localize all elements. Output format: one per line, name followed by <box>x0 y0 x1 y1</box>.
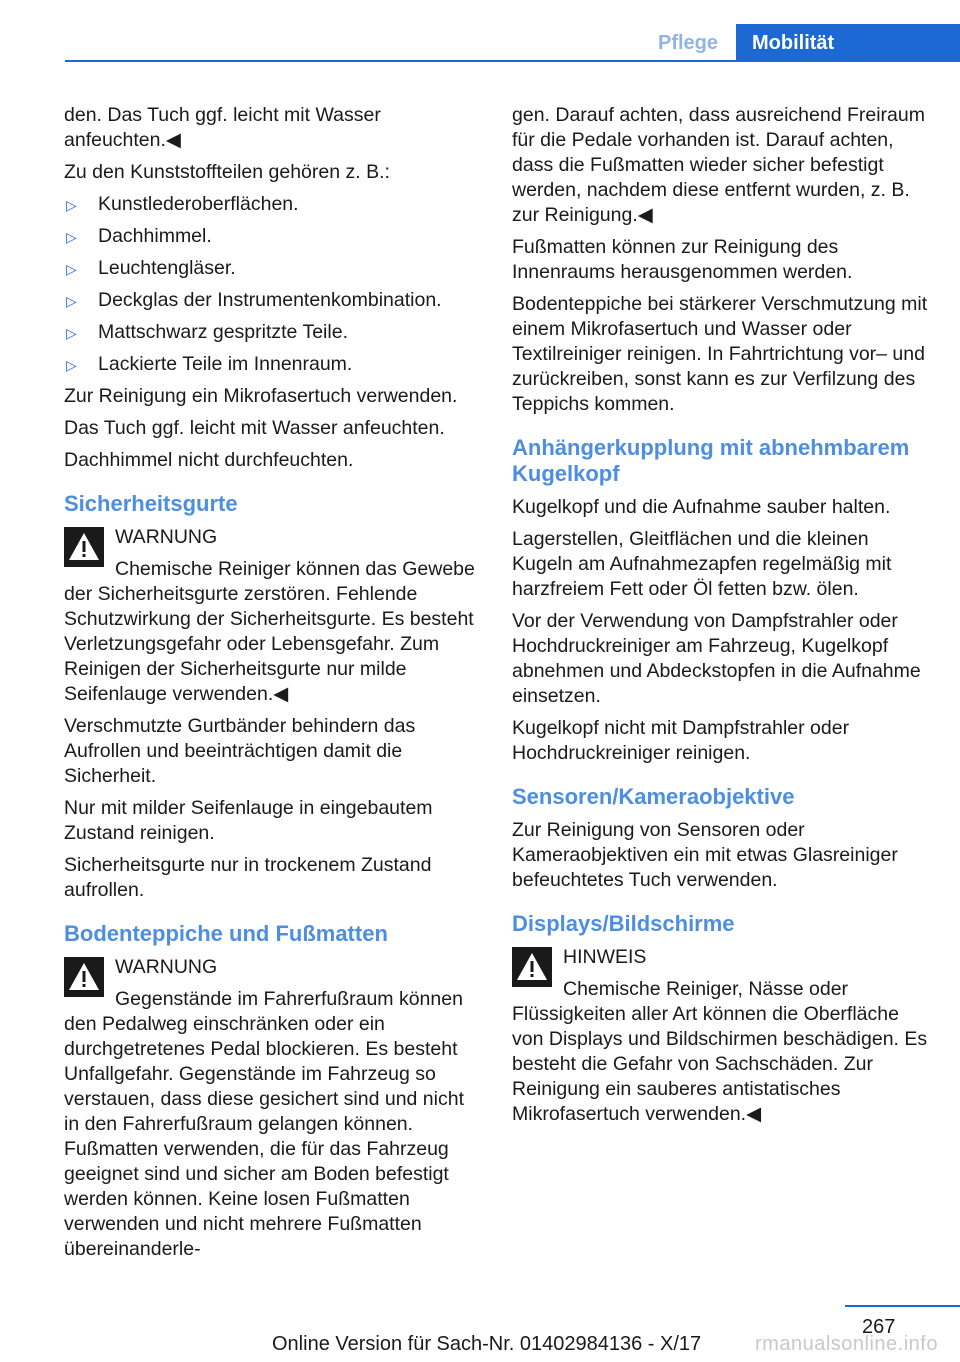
paragraph: Kugelkopf und die Aufnahme sauber halten. <box>512 496 891 518</box>
paragraph: Bodenteppiche bei stärkerer Verschmutzung mit einem Mikrofasertuch und Wasser oder Textilreiniger reinigen. In Fahrtrichtung vor– und zurückreiben, sonst kann es zur Verfilzung des Teppichs kommen. <box>512 293 928 415</box>
tab-pflege[interactable]: Pflege <box>658 32 719 54</box>
notice-label: HINWEIS <box>563 946 647 968</box>
list-item: ▷ Mattschwarz gespritzte Teile. <box>66 321 348 343</box>
notice-text: Chemische Reiniger, Nässe oder Flüssigkeiten aller Art können die Oberfläche von Displays und Bildschirmen beschädigen. Es besteht die Gefahr von Sachschäden. Zur Reinigung ein sauberes antistatisches Mikrofasertuch verwenden.◀ <box>512 978 928 1125</box>
paragraph: Dachhimmel nicht durchfeuchten. <box>64 449 354 471</box>
heading-bodenteppiche: Bodenteppiche und Fußmatten <box>64 921 388 946</box>
heading-displays: Displays/Bildschirme <box>512 911 735 936</box>
triangle-bullet-icon: ▷ <box>66 357 77 373</box>
warning-label: WARNUNG <box>115 956 218 978</box>
page-number: 267 <box>862 1316 896 1338</box>
heading-anhaengerkupplung: Anhängerkupplung mit abnehmbarem Kugelkopf <box>512 435 910 486</box>
paragraph: Zur Reinigung von Sensoren oder Kameraobjektiven ein mit etwas Glasreiniger befeuchtetes Tuch verwenden. <box>512 819 898 891</box>
intro-text: den. Das Tuch ggf. leicht mit Wasser anfeuchten.◀ <box>64 104 381 151</box>
intro-list-lead: Zu den Kunststoffteilen gehören z. B.: <box>64 161 390 183</box>
paragraph: Lagerstellen, Gleitflächen und die kleinen Kugeln am Aufnahmezapfen regelmäßig mit harzfreiem Fett oder Öl fetten bzw. ölen. <box>512 528 892 600</box>
warning-label: WARNUNG <box>115 526 218 548</box>
notice-block <box>512 945 932 1127</box>
list-item: ▷ Deckglas der Instrumentenkombination. <box>66 289 442 311</box>
warning-text: Chemische Reiniger können das Gewebe der Sicherheitsgurte zerstören. Fehlende Schutzwirkung der Sicherheitsgurte. Es besteht Verletzungsgefahr oder Lebensgefahr. Zum Reinigen der Sicherheitsgurte nur milde Seifenlauge verwenden.◀ <box>64 558 475 705</box>
list-item: ▷ Lackierte Teile im Innenraum. <box>66 353 353 375</box>
warning-triangle-icon <box>64 527 104 567</box>
triangle-bullet-icon: ▷ <box>66 261 77 277</box>
footer-rule <box>845 1305 960 1307</box>
triangle-bullet-icon: ▷ <box>66 325 77 341</box>
warning-block <box>64 525 484 707</box>
watermark: rmanualsonline.info <box>755 1333 938 1355</box>
online-version-text: Online Version für Sach-Nr. 01402984136 - X/17 <box>272 1333 702 1355</box>
triangle-bullet-icon: ▷ <box>66 293 77 309</box>
right-column <box>512 103 932 1134</box>
paragraph: Kugelkopf nicht mit Dampfstrahler oder Hochdruckreiniger reinigen. <box>512 717 850 764</box>
paragraph: Vor der Verwendung von Dampfstrahler oder Hochdruckreiniger am Fahrzeug, Kugelkopf abnehmen und Abdeckstopfen in die Aufnahme einsetzen. <box>512 610 921 707</box>
triangle-bullet-icon: ▷ <box>66 197 77 213</box>
left-column <box>64 103 484 1269</box>
paragraph: Fußmatten können zur Reinigung des Innenraums herausgenommen werden. <box>512 236 853 283</box>
paragraph: Sicherheitsgurte nur in trockenem Zustand aufrollen. <box>64 854 432 901</box>
warning-block <box>64 955 484 1262</box>
paragraph: Zur Reinigung ein Mikrofasertuch verwenden. <box>64 385 458 407</box>
heading-sicherheitsgurte: Sicherheitsgurte <box>64 491 238 516</box>
list-item: ▷ Leuchtengläser. <box>66 257 236 279</box>
paragraph: gen. Darauf achten, dass ausreichend Freiraum für die Pedale vorhanden ist. Darauf achten, dass die Fußmatten wieder sicher befestigt werden, nachdem diese entfernt wurden, z. B. zur Reinigung.◀ <box>512 104 925 226</box>
triangle-bullet-icon: ▷ <box>66 229 77 245</box>
warning-triangle-icon <box>512 947 552 987</box>
list-item: ▷ Dachhimmel. <box>66 225 212 247</box>
plastic-parts-list <box>64 192 484 377</box>
heading-sensoren: Sensoren/Kameraobjektive <box>512 784 795 809</box>
paragraph: Verschmutzte Gurtbänder behindern das Aufrollen und beeinträchtigen damit die Sicherheit. <box>64 715 416 787</box>
list-item: ▷ Kunstlederoberflächen. <box>66 193 299 215</box>
tab-mobilitaet[interactable]: Mobilität <box>736 24 960 62</box>
warning-triangle-icon <box>64 957 104 997</box>
paragraph: Nur mit milder Seifenlauge in eingebautem Zustand reinigen. <box>64 797 433 844</box>
warning-text: Gegenstände im Fahrerfußraum können den Pedalweg einschränken oder ein durchgetretenes Pedal blockieren. Es besteht Unfallgefahr. Gegenstände im Fahrzeug so verstauen, dass diese gesichert sind und nicht in den Fahrerfußraum gelangen können. Fußmatten verwenden, die für das Fahrzeug geeignet sind und sicher am Boden befestigt werden können. Keine losen Fußmatten verwenden und nicht mehrere Fußmatten übereinanderle- <box>64 988 464 1260</box>
paragraph: Das Tuch ggf. leicht mit Wasser anfeuchten. <box>64 417 445 439</box>
